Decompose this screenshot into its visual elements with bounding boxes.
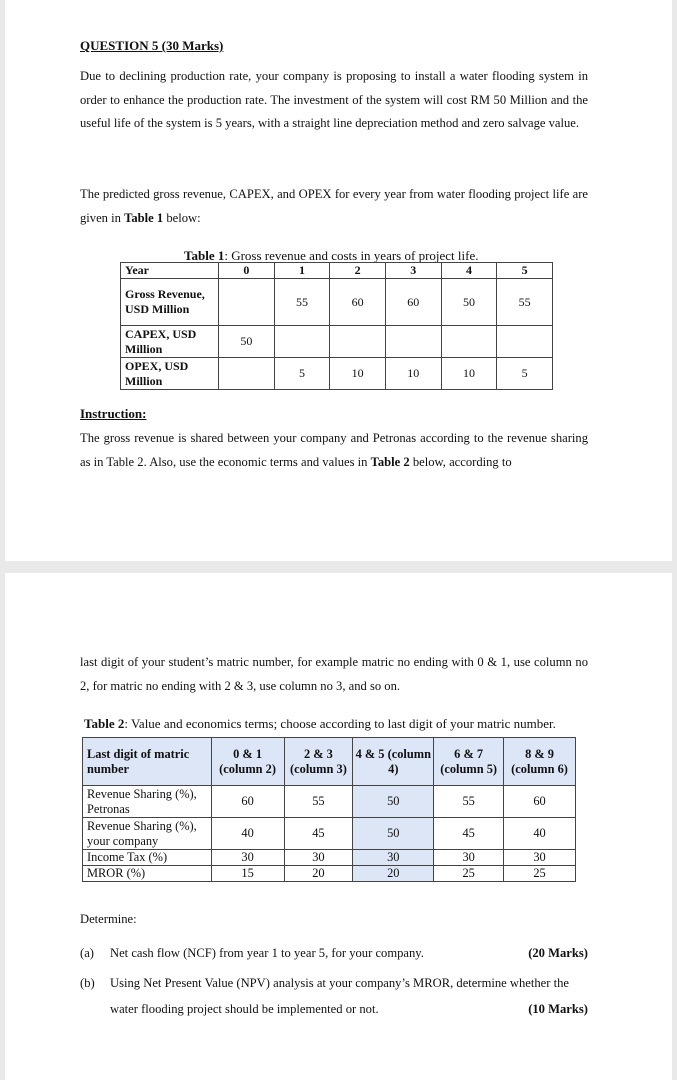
question-title: QUESTION 5 (30 Marks) — [80, 38, 224, 53]
table2-cell: 30 — [504, 850, 576, 866]
part-text: Net cash flow (NCF) from year 1 to year 5, for your company. — [110, 946, 424, 960]
table2-cell: 45 — [434, 818, 504, 850]
table2 — [82, 737, 576, 882]
table2-cell: 40 — [211, 818, 284, 850]
part-text: Using Net Present Value (NPV) analysis at your company’s MROR, determine whether the water flooding project should be implemented or not. — [110, 976, 570, 1016]
table1 — [120, 262, 553, 390]
instruction-paragraph: The gross revenue is shared between your company and Petronas according to the revenue sharing as in Table 2. Also, use the economic terms and values in Table 2 below, according to — [80, 431, 588, 469]
table1-caption: Table 1: Gross revenue and costs in years of project life. — [184, 248, 479, 263]
table2-cell: 30 — [434, 850, 504, 866]
table1-cell: 10 — [385, 358, 441, 390]
table2-cell: 45 — [284, 818, 353, 850]
table1-cell — [219, 358, 275, 390]
table1-cell: 60 — [385, 279, 441, 326]
table2-row-label: MROR (%) — [83, 866, 212, 882]
table1-header-cell: 0 — [219, 263, 275, 279]
table1-header-cell: Year — [121, 263, 219, 279]
table2-row-label: Revenue Sharing (%), Petronas — [83, 786, 212, 818]
table1-header-cell: 1 — [274, 263, 330, 279]
table2-cell: 60 — [504, 786, 576, 818]
table1-cell: 55 — [274, 279, 330, 326]
table2-header-cell: 8 & 9 (column 6) — [504, 738, 576, 786]
part-marks: (10 Marks) — [528, 1002, 588, 1016]
table2-header-cell: 4 & 5 (column 4) — [353, 738, 434, 786]
table1-header-cell: 3 — [385, 263, 441, 279]
table1-cell — [385, 326, 441, 358]
table2-cell: 55 — [434, 786, 504, 818]
table2-header-cell: 2 & 3 (column 3) — [284, 738, 353, 786]
part-label: (a) — [80, 946, 94, 960]
instruction-title: Instruction: — [80, 406, 147, 421]
determine-title: Determine: — [80, 912, 137, 926]
instruction-continued-paragraph: last digit of your student’s matric number, for example matric no ending with 0 & 1, use column no 2, for matric no ending with 2 & 3, use column no 3, and so on. — [80, 655, 588, 693]
table1-row — [121, 326, 553, 358]
table1-cell: 5 — [497, 358, 553, 390]
table2-cell: 25 — [434, 866, 504, 882]
table1-cell — [219, 279, 275, 326]
table2-row-label: Revenue Sharing (%), your company — [83, 818, 212, 850]
part-marks: (20 Marks) — [528, 946, 588, 960]
part-label: (b) — [80, 976, 95, 990]
table1-row-label: CAPEX, USD Million — [121, 326, 219, 358]
table1-row-label: OPEX, USD Million — [121, 358, 219, 390]
table2-row — [83, 866, 576, 882]
table2-row — [83, 850, 576, 866]
question-part-b — [80, 970, 588, 1022]
table2-cell: 60 — [211, 786, 284, 818]
table2-cell: 20 — [284, 866, 353, 882]
table2-cell: 15 — [211, 866, 284, 882]
table1-row — [121, 358, 553, 390]
table2-row — [83, 818, 576, 850]
table1-cell: 50 — [441, 279, 497, 326]
table1-header-row — [121, 263, 553, 279]
table2-header-cell: 0 & 1 (column 2) — [211, 738, 284, 786]
table1-header-cell: 5 — [497, 263, 553, 279]
table1-header-cell: 4 — [441, 263, 497, 279]
table2-cell: 40 — [504, 818, 576, 850]
table2-row — [83, 786, 576, 818]
table1-cell — [441, 326, 497, 358]
table2-cell: 30 — [211, 850, 284, 866]
table2-header-cell: Last digit of matric number — [83, 738, 212, 786]
table1-cell: 50 — [219, 326, 275, 358]
table2-header-cell: 6 & 7 (column 5) — [434, 738, 504, 786]
question-table-intro-paragraph: The predicted gross revenue, CAPEX, and OPEX for every year from water flooding project life are given in Table 1 below: — [80, 187, 588, 225]
table1-cell: 55 — [497, 279, 553, 326]
table2-cell: 50 — [353, 786, 434, 818]
table1-header-cell: 2 — [330, 263, 386, 279]
table2-cell: 20 — [353, 866, 434, 882]
table2-cell: 55 — [284, 786, 353, 818]
table1-cell: 60 — [330, 279, 386, 326]
table1-cell — [330, 326, 386, 358]
table1-cell — [274, 326, 330, 358]
table1-cell: 10 — [441, 358, 497, 390]
table1-cell: 10 — [330, 358, 386, 390]
table2-header-row — [83, 738, 576, 786]
table1-cell: 5 — [274, 358, 330, 390]
table1-cell — [497, 326, 553, 358]
table1-row-label: Gross Revenue, USD Million — [121, 279, 219, 326]
table2-cell: 50 — [353, 818, 434, 850]
question-part-a — [80, 940, 588, 966]
question-intro-paragraph: Due to declining production rate, your company is proposing to install a water flooding system in order to enhance the production rate. The investment of the system will cost RM 50 Million and the useful life of the system is 5 years, with a straight line depreciation method and zero salvage value. — [80, 69, 588, 131]
table2-row-label: Income Tax (%) — [83, 850, 212, 866]
table1-row — [121, 279, 553, 326]
table2-caption: Table 2: Value and economics terms; choose according to last digit of your matric number. — [84, 716, 556, 731]
table2-cell: 25 — [504, 866, 576, 882]
table2-cell: 30 — [284, 850, 353, 866]
table2-cell: 30 — [353, 850, 434, 866]
